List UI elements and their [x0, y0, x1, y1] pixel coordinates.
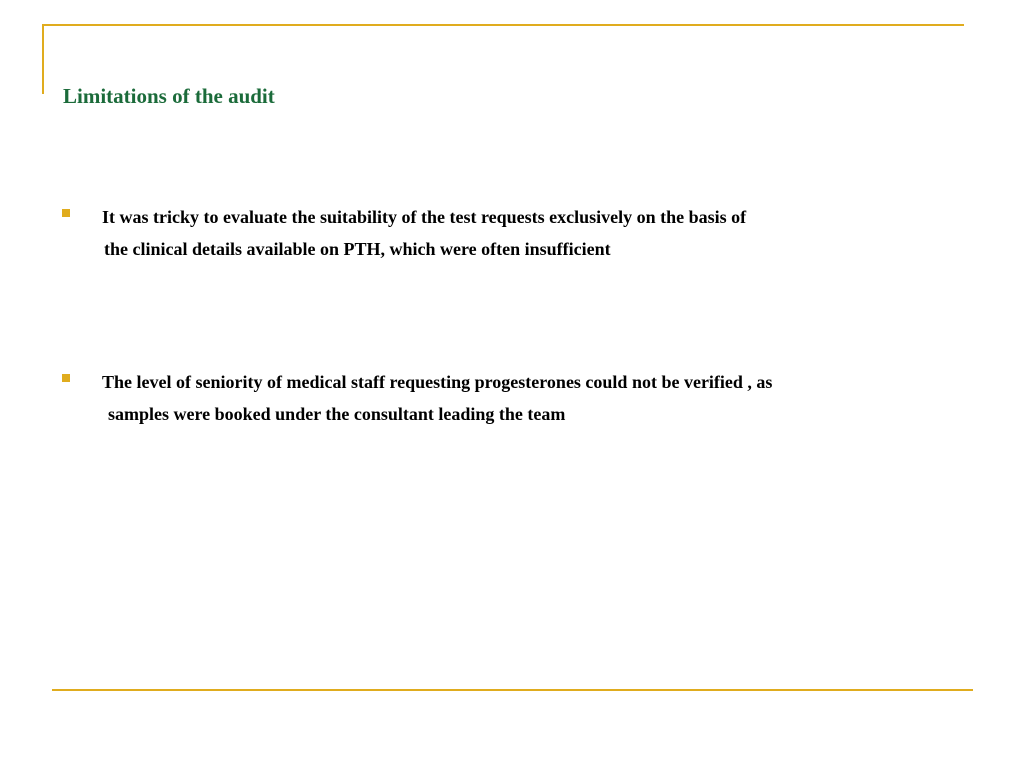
bullet-text — [102, 201, 746, 265]
bullet-line: samples were booked under the consultant leading the team — [108, 404, 566, 424]
bottom-rule — [52, 689, 973, 691]
square-bullet-icon — [62, 209, 70, 217]
bullet-line: It was tricky to evaluate the suitability of the test requests exclusively on the basis of — [102, 207, 747, 227]
square-bullet-icon — [62, 374, 70, 382]
bullet-line: the clinical details available on PTH, which were often insufficient — [104, 239, 611, 259]
top-rule — [42, 24, 964, 26]
bullet-line: The level of seniority of medical staff requesting progesterones could not be verified , as — [102, 372, 773, 392]
left-rule — [42, 24, 44, 94]
slide-title: Limitations of the audit — [63, 84, 275, 108]
bullet-text — [102, 366, 772, 430]
